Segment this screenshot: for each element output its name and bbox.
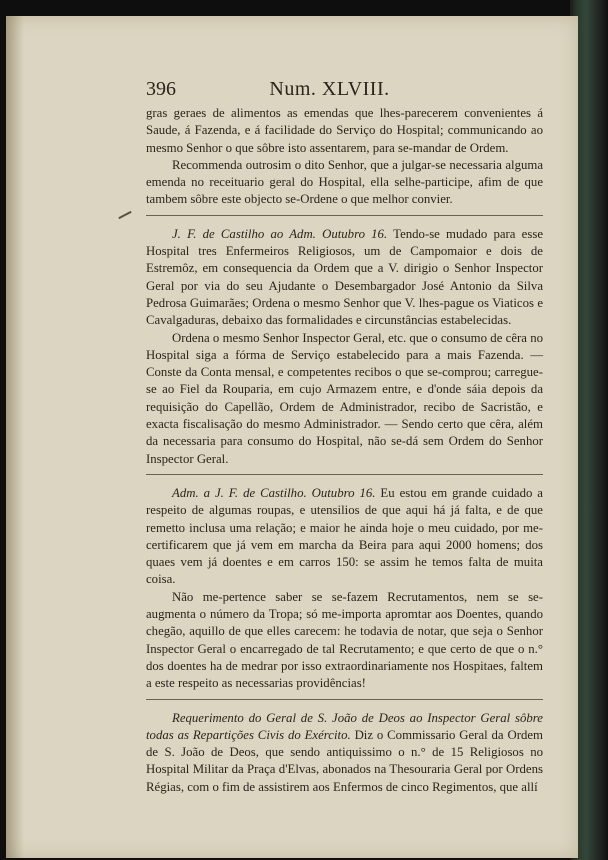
section-divider xyxy=(146,699,543,700)
letter-heading: Requerimento do Geral de S. João de Deos ao Inspector Geral sôbre todas as Repartições Civis do Exército. xyxy=(146,710,543,742)
paragraph-recrutamentos: Não me-pertence saber se se-fazem Recrutamentos, nem se se-augmenta o número da Tropa; só me-importa apromtar aos Doentes, quando chegão, aquillo de que elles carecem: he todavia de notar, que seja o Senhor Inspector Geral o encarregado de tal Recrutamento; e que certo de que o n.° dos doentes ha de medrar por isso extraordinariamente nos Hospitaes, faltem a este respeito as necessarias providências! xyxy=(146,589,543,691)
page-number: 396 xyxy=(146,78,176,100)
paragraph-requerimento: Requerimento do Geral de S. João de Deos ao Inspector Geral sôbre todas as Repartições Civis do Exército. Diz o Commissario Geral da Ordem de S. João de Deos, que sendo antiquissimo o n.° de 15 Religiosos no Hospital Militar da Praça d'Elvas, abonados na Thesouraria Geral por Ordens Régias, com o fim de assistirem aos Enfermos de cinco Regimentos, que allí xyxy=(146,710,544,794)
paragraph-adm-letter: Adm. a J. F. de Castilho. Outubro 16. Eu estou em grande cuidado a respeito de algumas roupas, e utensilios de que aqui há já falta, e de que remetto inclusa uma relação; e maior he ainda hoje o meu cuidado, por me-certificarem que já vem em marcha da Beira para aqui 2000 homens; dos quaes vem já doentes e em carros 150: se assim he temos falta de muita coisa. xyxy=(146,485,543,587)
paragraph-cera: Ordena o mesmo Senhor Inspector Geral, etc. que o consumo de cêra no Hospital siga a fórma de Serviço estabelecido para a mais Fazenda. — Conste da Conta mensal, e competentes recibos o que se-comprou; carregue-se ao Fiel da Rouparia, em cujo Armazem entre, e d'onde sáia depois da requisição do Capellão, Ordem de Administrador, recibo de Sacristão, e exacta fiscalisação do mesmo Administrador. — Sendo certo que cêra, além da necessaria para consumo do Hospital, não se-dá sem Ordem do Senhor Inspector Geral. xyxy=(146,330,543,466)
section-divider xyxy=(146,474,543,475)
running-header xyxy=(146,78,543,100)
paragraph-recommenda: Recommenda outrosim o dito Senhor, que a julgar-se necessaria alguma emenda no receituario geral do Hospital, ella selhe-participe, afim de que tambem sôbre este objecto se-Ordene o que melhor convier. xyxy=(146,157,543,207)
page-text-block xyxy=(146,78,543,796)
letter-heading: Adm. a J. F. de Castilho. Outubro 16. xyxy=(172,485,376,500)
page-title: Num. XLVIII. xyxy=(269,78,390,100)
section-divider xyxy=(146,215,543,216)
letter-heading: J. F. de Castilho ao Adm. Outubro 16. xyxy=(172,226,388,241)
paragraph-continuation: gras geraes de alimentos as emendas que lhes-parecerem convenientes á Saude, á Fazenda, e á facilidade do Serviço do Hospital; communicando ao mesmo Senhor o que sôbre isto assentarem, para se-mandar de Ordem. xyxy=(146,106,543,155)
paragraph-castilho-letter: J. F. de Castilho ao Adm. Outubro 16. Tendo-se mudado para esse Hospital tres Enfermeiros Religiosos, um de Campomaior e dois de Estremôz, em consequencia da Ordem que a V. dirigio o Senhor Inspector Geral por via do seu Ajudante o Desembargador José Antonio da Silva Pedrosa Guimarães; Ordena o mesmo Senhor que V. lhes-pague os Viaticos e Cavalgaduras, debaixo das formalidades e circunstâncias estabelecidas. xyxy=(146,226,544,328)
